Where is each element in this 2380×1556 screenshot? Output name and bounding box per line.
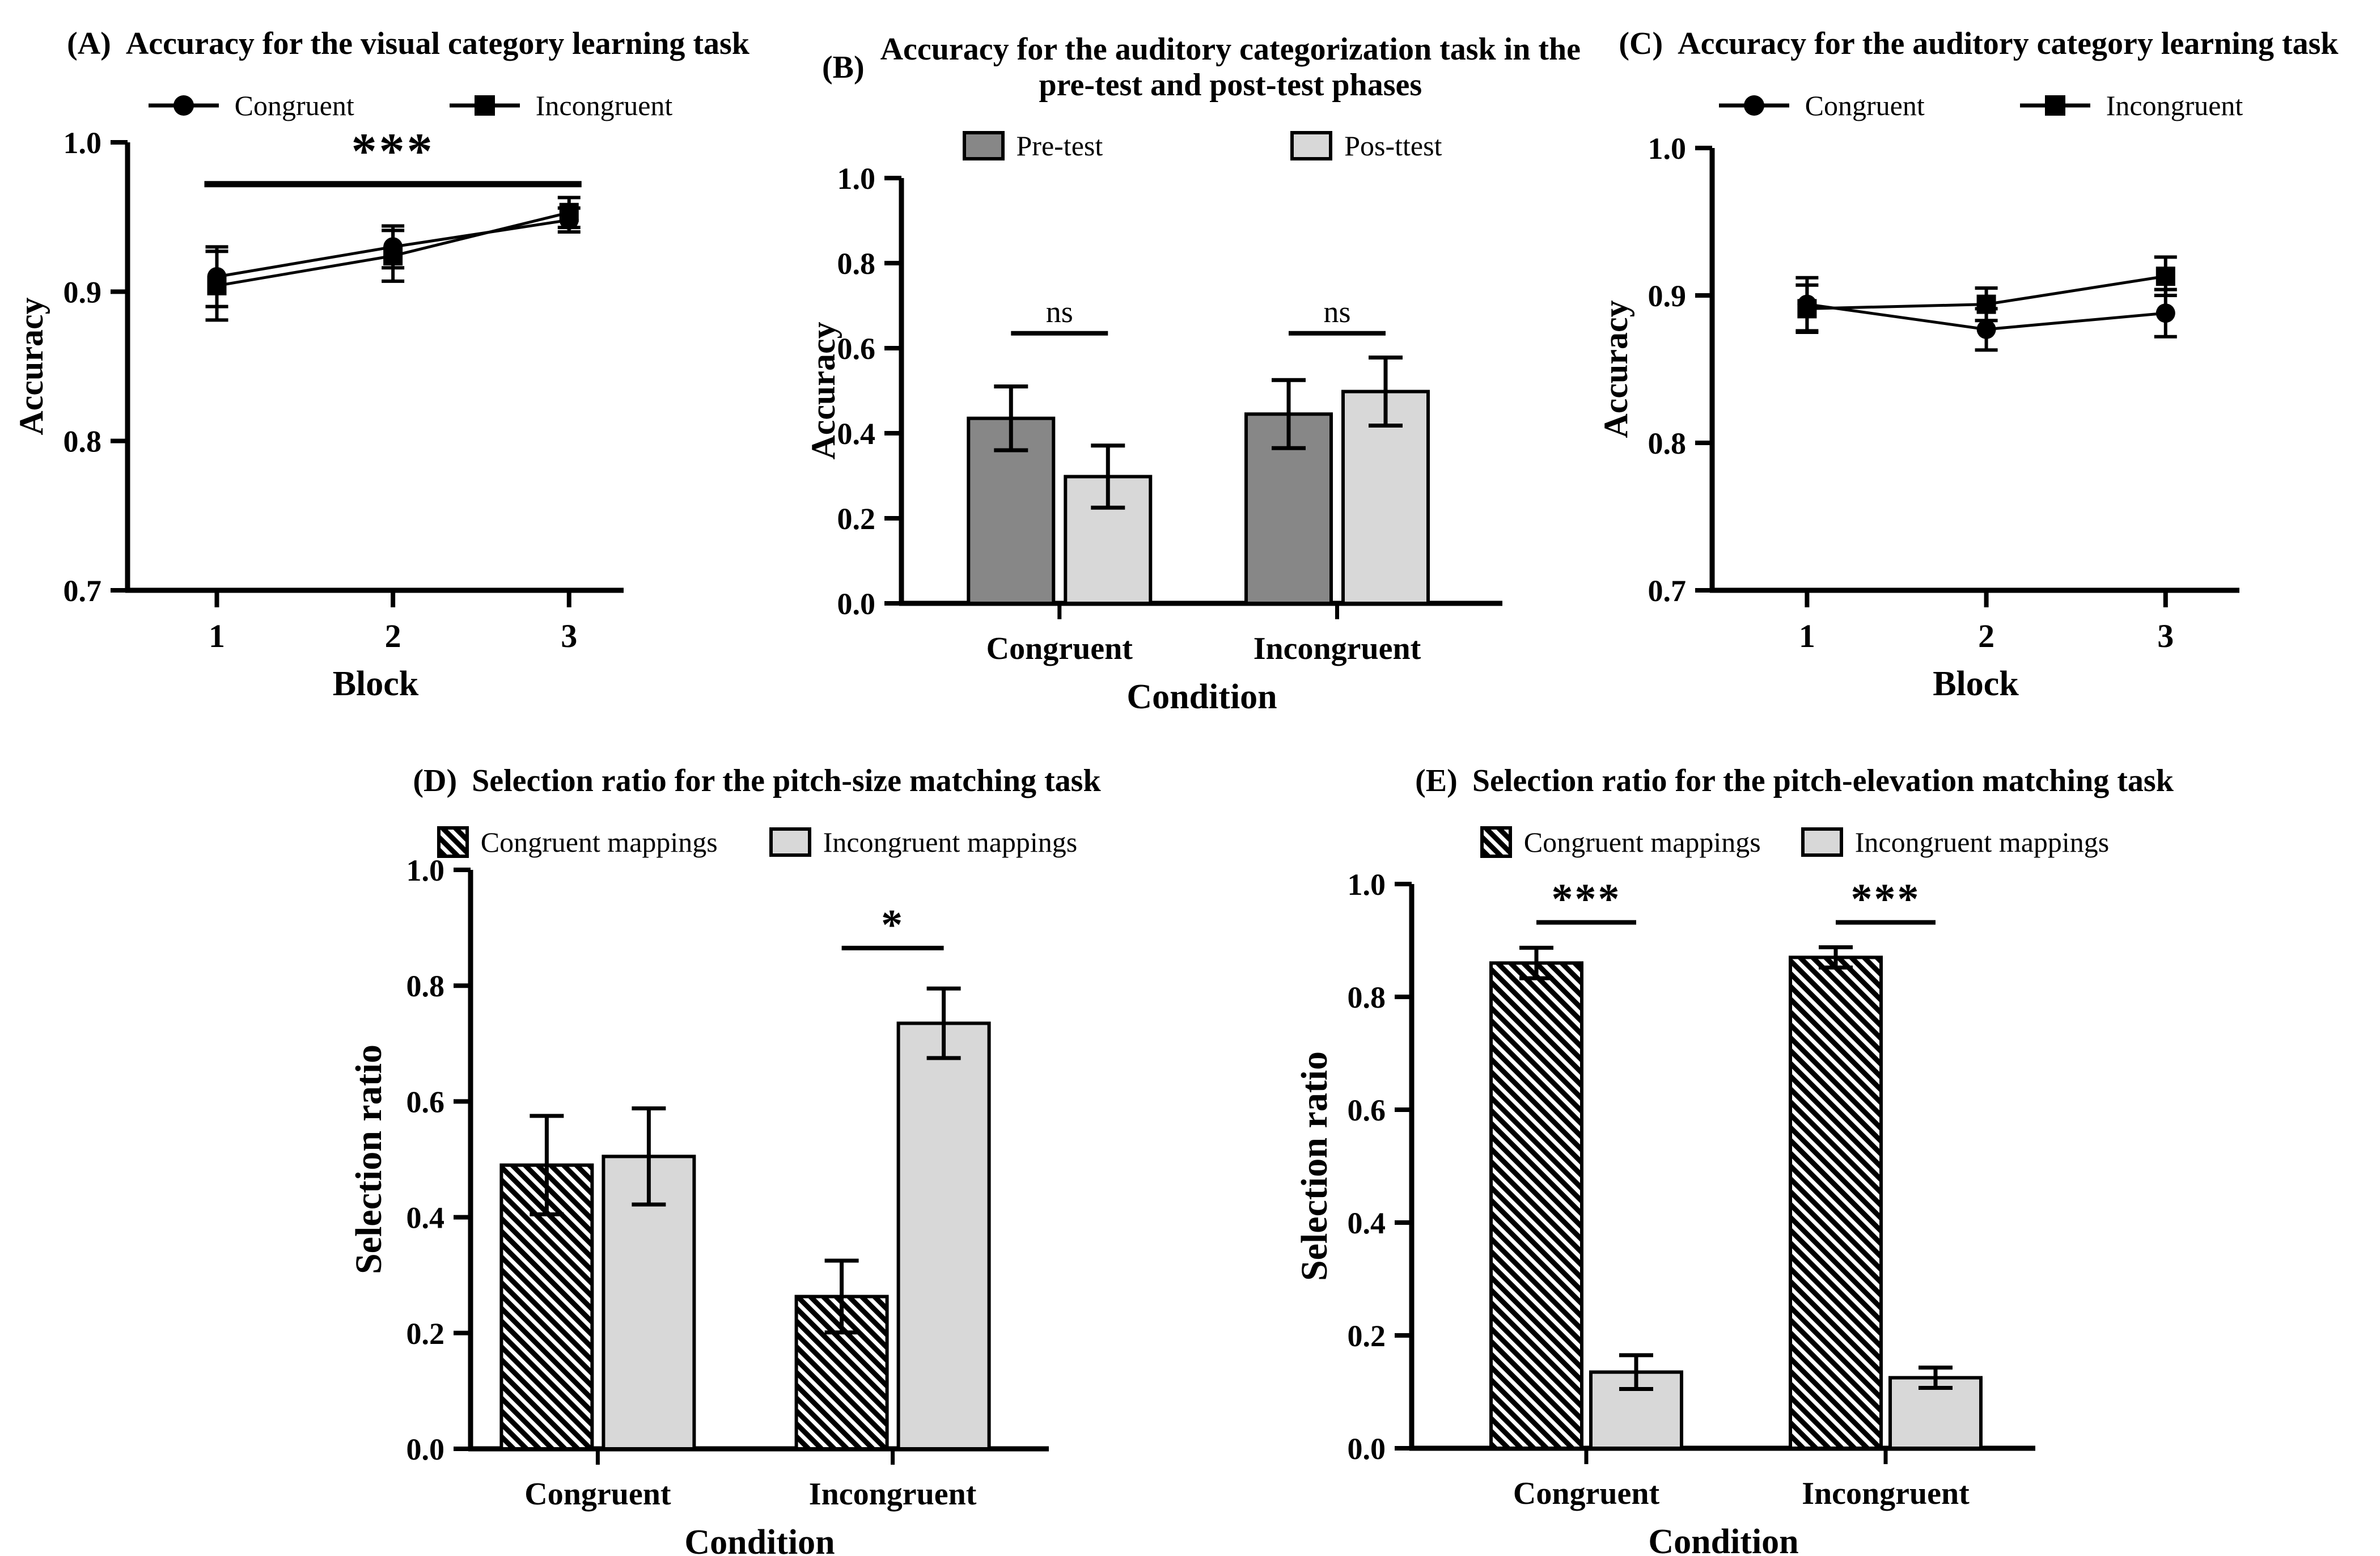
x-axis-label: Condition bbox=[1127, 678, 1277, 717]
y-tick-label: 1.0 bbox=[63, 125, 101, 160]
legend-marker-light-swatch-icon bbox=[769, 827, 812, 857]
bar-chart-prepost bbox=[804, 162, 1587, 717]
x-tick-label: 3 bbox=[561, 617, 578, 654]
x-axis-label: Block bbox=[332, 664, 419, 703]
panel-auditory-categorization-prepost bbox=[804, 6, 1587, 717]
data-point-square-incongruent bbox=[2156, 267, 2175, 286]
legend bbox=[1480, 826, 2110, 859]
y-tick-label: 0.7 bbox=[1648, 573, 1686, 608]
panel-title-text: Accuracy for the visual category learning task bbox=[125, 26, 749, 62]
legend-item-congruent-mappings bbox=[1480, 826, 1761, 859]
y-axis-label: Accuracy bbox=[804, 322, 842, 460]
y-tick-label: 0.8 bbox=[63, 424, 101, 459]
panel-title bbox=[413, 763, 1100, 799]
legend-marker-hatch-swatch-icon bbox=[1480, 826, 1513, 859]
legend bbox=[1714, 88, 2243, 122]
x-tick-label: 2 bbox=[384, 617, 401, 654]
hatch-swatch bbox=[439, 828, 467, 856]
legend-item-congruent bbox=[1714, 88, 1925, 122]
square-marker-icon bbox=[475, 95, 495, 116]
legend-item-incongruent bbox=[2015, 88, 2243, 122]
light-swatch-icon bbox=[1801, 827, 1844, 857]
circle-marker-icon bbox=[173, 95, 194, 116]
y-tick-label: 0.9 bbox=[1648, 278, 1686, 313]
x-tick-label: Incongruent bbox=[1253, 631, 1421, 667]
x-tick-label: 2 bbox=[1978, 617, 1995, 654]
x-axis-label: Block bbox=[1933, 664, 2019, 703]
panel-label: (B) bbox=[822, 49, 865, 85]
legend-item-incongruent bbox=[445, 88, 673, 122]
light-swatch-icon bbox=[769, 827, 812, 857]
data-point-circle-congruent bbox=[2156, 303, 2175, 323]
dark-swatch-icon bbox=[962, 130, 1005, 161]
bar-incongruent-mappings-incongruent bbox=[899, 1023, 989, 1448]
data-point-circle-congruent bbox=[1977, 319, 1996, 339]
panel-title-text: Accuracy for the auditory categorization task in the pre-test and post-test phases bbox=[880, 32, 1581, 103]
y-tick-label: 0.2 bbox=[837, 502, 875, 536]
square-line-marker-icon bbox=[2015, 88, 2095, 122]
panel-label: (D) bbox=[413, 763, 458, 799]
y-tick-label: 0.4 bbox=[1347, 1206, 1386, 1240]
significance-label: ns bbox=[1323, 295, 1351, 329]
y-tick-label: 0.0 bbox=[837, 587, 875, 621]
panel-title bbox=[822, 32, 1582, 103]
x-tick-label: 1 bbox=[209, 617, 225, 654]
light-swatch bbox=[1803, 829, 1841, 855]
legend-marker-light-swatch-icon bbox=[1290, 130, 1333, 161]
legend-marker-square-icon bbox=[445, 88, 524, 122]
y-tick-label: 0.6 bbox=[837, 332, 875, 366]
y-tick-label: 0.0 bbox=[406, 1432, 444, 1466]
y-tick-label: 0.6 bbox=[1347, 1093, 1386, 1127]
data-point-square-incongruent bbox=[1797, 299, 1816, 318]
data-point-square-incongruent bbox=[560, 202, 579, 222]
y-tick-label: 0.4 bbox=[406, 1200, 444, 1235]
y-axis-label: Accuracy bbox=[1597, 300, 1634, 438]
panel-title bbox=[67, 26, 749, 62]
legend-label: Incongruent mappings bbox=[823, 826, 1078, 858]
panel-label: (E) bbox=[1415, 763, 1458, 799]
y-tick-label: 1.0 bbox=[1347, 867, 1386, 902]
y-tick-label: 0.9 bbox=[63, 274, 101, 309]
legend-label: Pos-ttest bbox=[1344, 130, 1442, 162]
x-tick-label: 1 bbox=[1798, 617, 1815, 654]
legend-label: Incongruent bbox=[2106, 89, 2243, 121]
legend-label: Congruent mappings bbox=[1523, 826, 1761, 858]
panel-label: (A) bbox=[67, 26, 111, 62]
data-point-square-incongruent bbox=[207, 276, 227, 295]
x-tick-label: 3 bbox=[2157, 617, 2174, 654]
dark-swatch bbox=[964, 133, 1003, 159]
legend-item-pre-test bbox=[962, 129, 1103, 162]
x-axis-label: Condition bbox=[684, 1523, 835, 1556]
significance-label: *** bbox=[1850, 875, 1921, 923]
y-tick-label: 1.0 bbox=[406, 853, 444, 887]
x-tick-label: Congruent bbox=[524, 1476, 671, 1512]
light-swatch bbox=[1292, 133, 1331, 159]
data-point-square-incongruent bbox=[1977, 294, 1996, 314]
y-tick-label: 0.7 bbox=[63, 573, 101, 608]
x-tick-label: Congruent bbox=[986, 631, 1133, 667]
legend-item-congruent bbox=[144, 88, 354, 122]
data-point-square-incongruent bbox=[383, 246, 403, 265]
significance-label: *** bbox=[1551, 875, 1621, 923]
circle-line-marker-icon bbox=[1714, 88, 1794, 122]
x-axis-label: Condition bbox=[1648, 1522, 1799, 1556]
y-tick-label: 0.2 bbox=[406, 1316, 444, 1351]
circle-marker-icon bbox=[1744, 95, 1764, 116]
panel-title bbox=[1415, 763, 2174, 799]
panel-auditory-category-learning bbox=[1582, 0, 2375, 703]
panel-pitch-size-matching bbox=[317, 737, 1196, 1556]
hatch-swatch bbox=[1482, 828, 1510, 856]
panel-title bbox=[1619, 26, 2338, 62]
significance-label: * bbox=[881, 900, 905, 949]
legend-marker-light-swatch-icon bbox=[1801, 827, 1844, 857]
hatch-swatch-icon bbox=[1480, 826, 1513, 859]
y-tick-label: 0.8 bbox=[406, 969, 444, 1003]
panel-visual-category-learning bbox=[11, 0, 805, 703]
y-tick-label: 0.8 bbox=[1648, 426, 1686, 460]
light-swatch bbox=[771, 829, 810, 855]
significance-label: ns bbox=[1045, 295, 1073, 329]
y-tick-label: 1.0 bbox=[1648, 131, 1686, 166]
legend bbox=[962, 129, 1442, 162]
square-marker-icon bbox=[2045, 95, 2065, 116]
legend-marker-circle-icon bbox=[144, 88, 223, 122]
line-chart-auditory-category bbox=[1582, 122, 2375, 701]
legend-marker-dark-swatch-icon bbox=[962, 130, 1005, 161]
square-line-marker-icon bbox=[445, 88, 524, 122]
y-axis-label: Selection ratio bbox=[348, 1044, 389, 1274]
light-swatch-icon bbox=[1290, 130, 1333, 161]
line-chart-visual-category bbox=[11, 122, 805, 701]
circle-line-marker-icon bbox=[144, 88, 223, 122]
legend-item-incongruent-mappings bbox=[1801, 826, 2110, 859]
x-tick-label: Congruent bbox=[1513, 1475, 1660, 1511]
legend bbox=[437, 826, 1078, 859]
panel-pitch-elevation-matching bbox=[1287, 737, 2302, 1556]
legend-item-pos-ttest bbox=[1290, 129, 1442, 162]
legend-label: Congruent mappings bbox=[480, 826, 718, 858]
x-tick-label: Incongruent bbox=[1802, 1475, 1970, 1511]
y-tick-label: 0.8 bbox=[1347, 980, 1386, 1014]
panel-title-text: Selection ratio for the pitch-size matching task bbox=[472, 763, 1101, 799]
x-tick-label: Incongruent bbox=[808, 1476, 977, 1512]
bar-chart-pitch-elevation bbox=[1287, 859, 2302, 1556]
bar-chart-pitch-size bbox=[317, 853, 1196, 1556]
legend-label: Congruent bbox=[1805, 89, 1925, 121]
panel-label: (C) bbox=[1619, 26, 1663, 62]
bar-congruent-mappings-congruent bbox=[1491, 963, 1582, 1448]
y-tick-label: 0.8 bbox=[837, 247, 875, 281]
panel-title-text: Accuracy for the auditory category learning task bbox=[1678, 26, 2339, 62]
legend-marker-square-icon bbox=[2015, 88, 2095, 122]
y-tick-label: 0.6 bbox=[406, 1085, 444, 1119]
bar-congruent-mappings-incongruent bbox=[1790, 957, 1881, 1448]
legend-label: Pre-test bbox=[1016, 130, 1103, 162]
y-tick-label: 1.0 bbox=[837, 162, 875, 196]
y-tick-label: 0.0 bbox=[1347, 1431, 1386, 1466]
panel-title-text: Selection ratio for the pitch-elevation matching task bbox=[1472, 763, 2174, 799]
y-tick-label: 0.4 bbox=[837, 417, 875, 451]
legend-label: Incongruent bbox=[535, 89, 673, 121]
legend-item-incongruent-mappings bbox=[769, 826, 1078, 859]
y-axis-label: Accuracy bbox=[12, 297, 50, 435]
y-tick-label: 0.2 bbox=[1347, 1318, 1386, 1353]
legend-item-congruent-mappings bbox=[437, 826, 718, 859]
legend-label: Congruent bbox=[234, 89, 354, 121]
legend-label: Incongruent mappings bbox=[1854, 826, 2110, 858]
y-axis-label: Selection ratio bbox=[1294, 1051, 1335, 1281]
significance-label: *** bbox=[351, 123, 435, 180]
legend-marker-circle-icon bbox=[1714, 88, 1794, 122]
legend bbox=[144, 88, 673, 122]
